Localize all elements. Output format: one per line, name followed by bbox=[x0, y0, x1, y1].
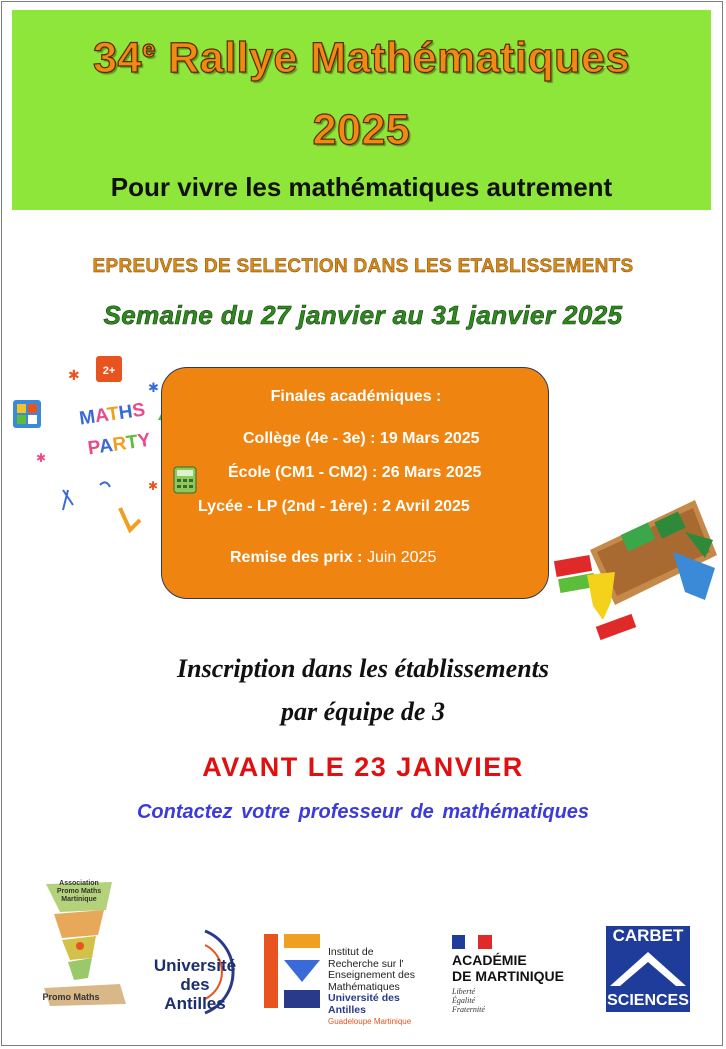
finales-row-lycee: Lycée - LP (2nd - 1ère) : 2 Avril 2025 bbox=[198, 498, 470, 515]
universite-antilles-name: Université des Antilles bbox=[153, 956, 237, 1013]
selection-heading: EPREUVES DE SELECTION DANS LES ETABLISSEMENTS bbox=[92, 256, 634, 277]
irem-logo bbox=[262, 930, 324, 1012]
svg-text:✱: ✱ bbox=[148, 380, 159, 395]
svg-text:PARTY: PARTY bbox=[86, 429, 152, 460]
finales-box bbox=[161, 367, 549, 599]
title-year: 2025 bbox=[312, 106, 411, 154]
maths-party-clipart bbox=[8, 350, 178, 540]
selection-week: Semaine du 27 janvier au 31 janvier 2025 bbox=[103, 300, 623, 330]
carbet-roof-icon bbox=[606, 946, 690, 992]
republic-motto: Liberté Égalité Fraternité bbox=[452, 987, 485, 1014]
tangram-pieces-image bbox=[545, 480, 720, 650]
inscription-line1: Inscription dans les établissements bbox=[177, 654, 549, 683]
prize-row: Remise des prix : Juin 2025 bbox=[230, 549, 437, 566]
carbet-sciences-logo bbox=[606, 926, 690, 1012]
calculator-icon bbox=[173, 466, 197, 494]
svg-text:MATHS: MATHS bbox=[78, 399, 147, 430]
promo-maths-bottom: Promo Maths bbox=[42, 992, 100, 1002]
svg-text:✱: ✱ bbox=[36, 451, 47, 465]
finales-row-college: Collège (4e - 3e) : 19 Mars 2025 bbox=[243, 430, 480, 447]
academie-name: ACADÉMIE DE MARTINIQUE bbox=[452, 952, 564, 984]
irem-text: Institut de Recherche sur l' Enseignement des Mathématiques Université des Antilles Guadeloupe Martinique bbox=[328, 946, 415, 1026]
carbet-subtitle: SCIENCES bbox=[606, 990, 690, 1012]
svg-text:✱: ✱ bbox=[148, 479, 159, 493]
page-title: 34e Rallye Mathématiques bbox=[93, 34, 630, 82]
deadline: AVANT LE 23 JANVIER bbox=[202, 752, 524, 782]
contact-line: Contactez votre professeur de mathématiques bbox=[136, 801, 590, 823]
finales-title: Finales académiques : bbox=[270, 388, 442, 405]
svg-text:✱: ✱ bbox=[68, 367, 80, 383]
carbet-title: CARBET bbox=[606, 926, 690, 946]
promo-maths-top: Association Promo Maths Martinique bbox=[56, 880, 102, 903]
subtitle: Pour vivre les mathématiques autrement bbox=[110, 172, 613, 202]
inscription-line2: par équipe de 3 bbox=[281, 697, 445, 726]
marianne-flag-icon bbox=[452, 935, 492, 949]
header-banner bbox=[12, 10, 711, 210]
finales-row-ecole: École (CM1 - CM2) : 26 Mars 2025 bbox=[228, 464, 482, 481]
svg-text:2+: 2+ bbox=[102, 365, 116, 377]
